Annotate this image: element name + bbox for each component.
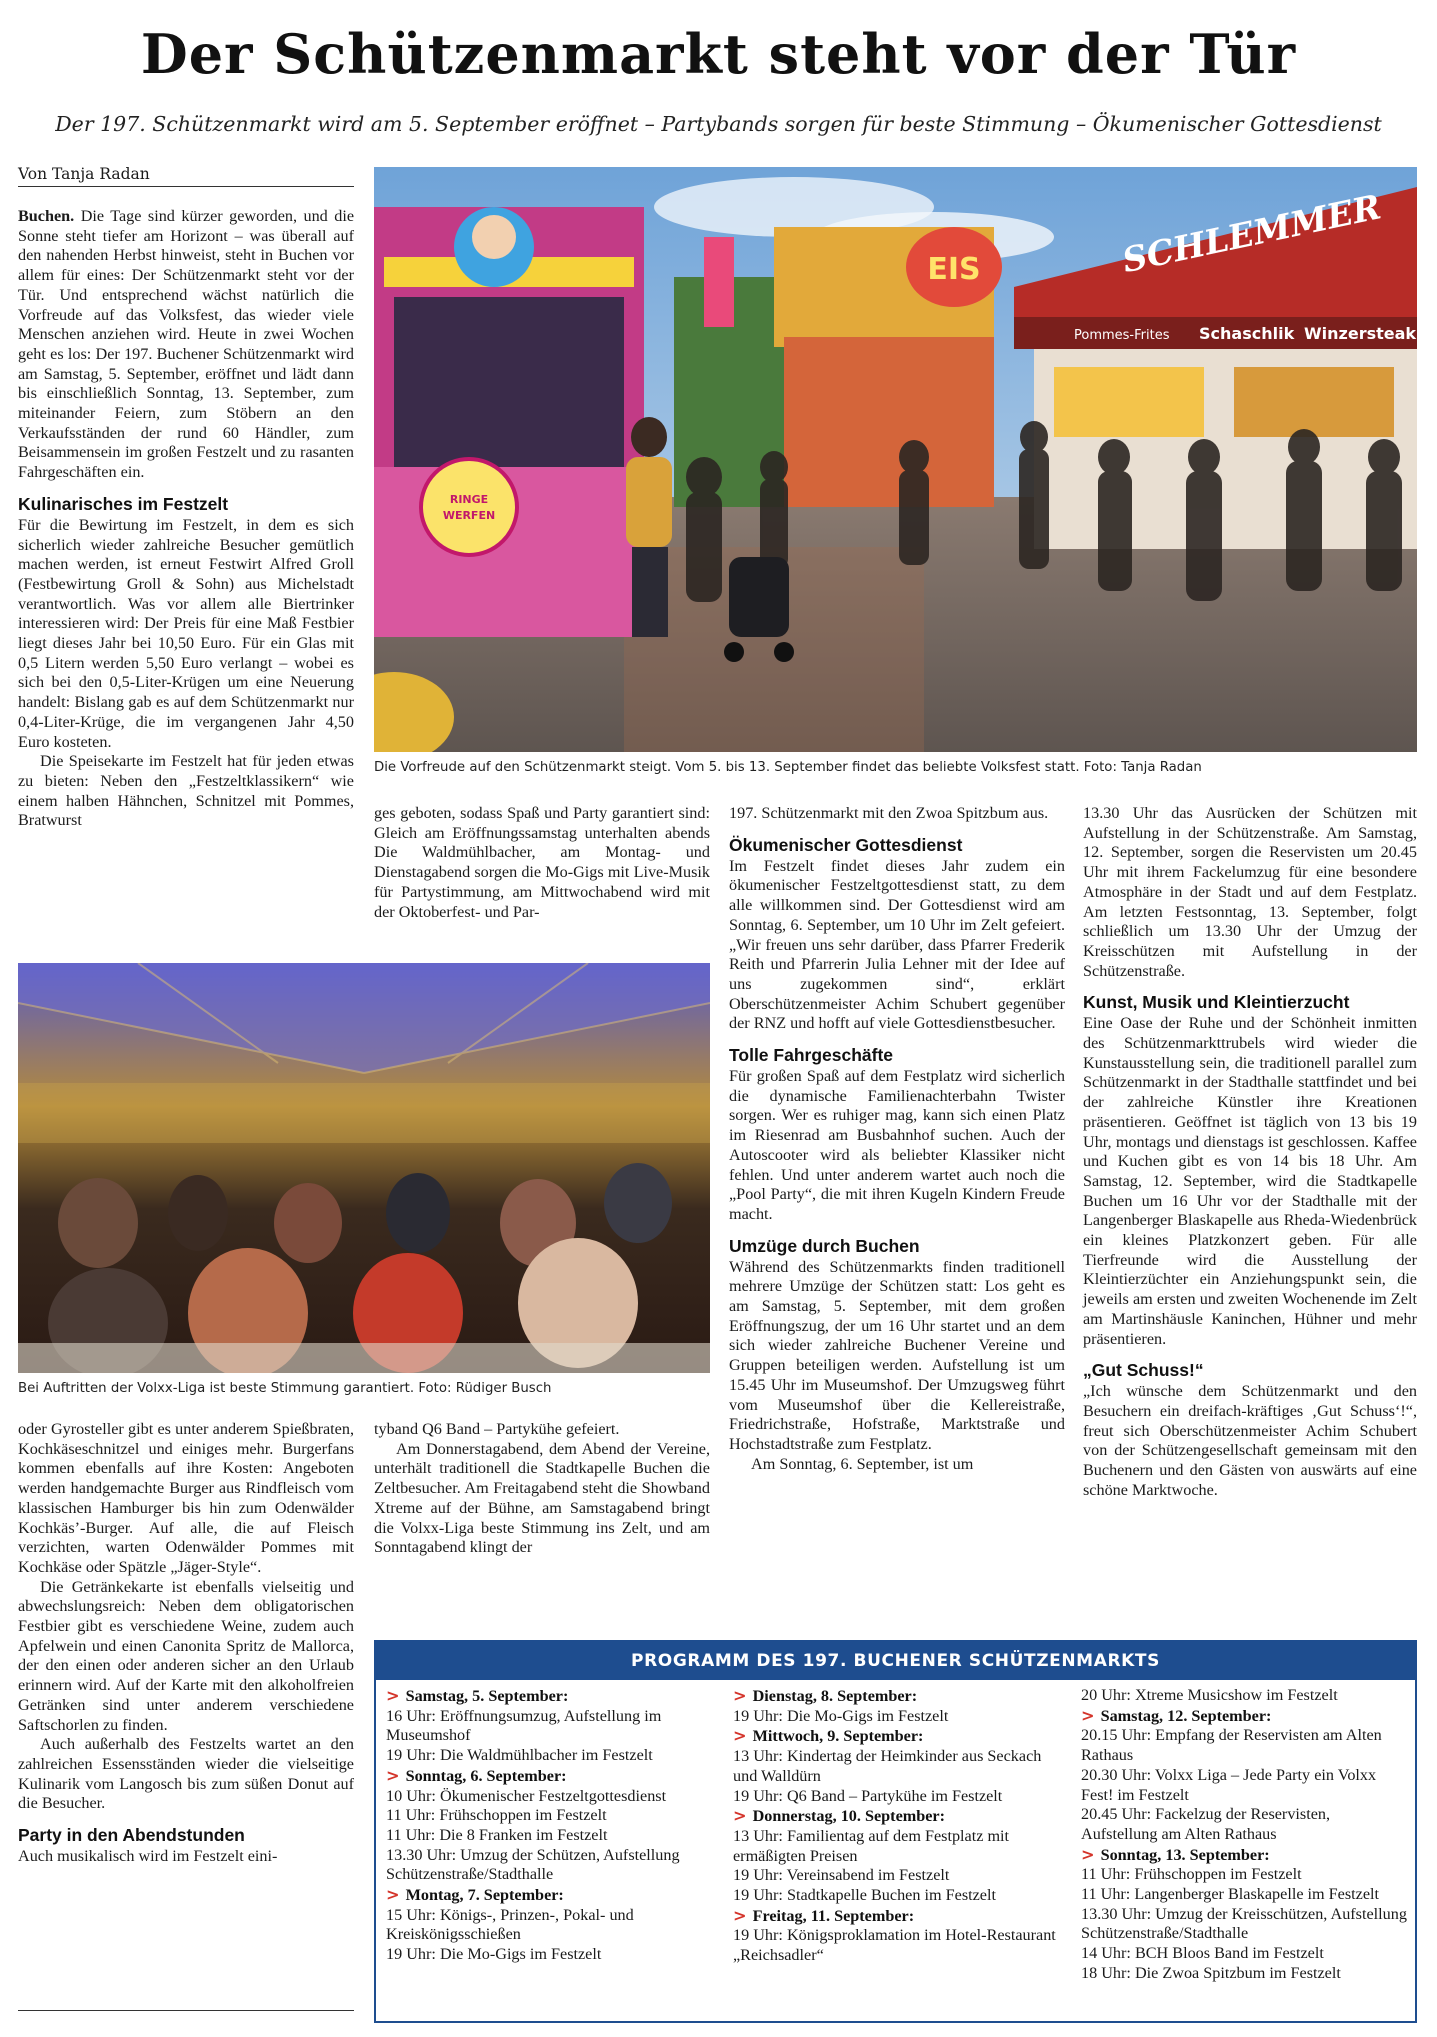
column-end-rule (18, 2010, 354, 2011)
program-day-label: Sonntag, 6. September: (405, 1766, 567, 1785)
program-day-label: Freitag, 11. September: (752, 1906, 915, 1925)
program-column-3 (1081, 1686, 1407, 1984)
program-item: 13 Uhr: Familientag auf dem Festplatz mit ermäßigten Preisen (733, 1826, 1010, 1865)
subheading-gut-schuss: „Gut Schuss!“ (1083, 1360, 1204, 1381)
subheading-kunst: Kunst, Musik und Kleintierzucht (1083, 992, 1350, 1013)
program-title: PROGRAMM DES 197. BUCHENER SCHÜTZENMARKTS (376, 1642, 1415, 1680)
program-day (1081, 1845, 1407, 1866)
program-day (1081, 1706, 1407, 1727)
program-item: 19 Uhr: Königsproklamation im Hotel-Restaurant „Reichsadler“ (733, 1926, 1056, 1965)
svg-text:RINGE: RINGE (449, 493, 489, 506)
subheading-fahrgeschaefte: Tolle Fahrgeschäfte (729, 1045, 894, 1066)
photo-fairground-caption: Die Vorfreude auf den Schützenmarkt steigt. Vom 5. bis 13. September findet das beliebte Volksfest statt. Foto: Tanja Radan (374, 760, 1202, 775)
article-column-2-upper (374, 804, 710, 922)
program-day-label: Samstag, 5. September: (405, 1687, 569, 1705)
program-item: 19 Uhr: Q6 Band – Partykühe im Festzelt (733, 1786, 1003, 1805)
chevron-right-icon: > (733, 1686, 747, 1705)
subheading-kulinarisches: Kulinarisches im Festzelt (18, 493, 229, 514)
photo-credit: Foto: Tanja Radan (1083, 760, 1202, 775)
photo-fairground (374, 167, 1417, 752)
program-item: 11 Uhr: Frühschoppen im Festzelt (1081, 1865, 1302, 1884)
program-day (386, 1686, 712, 1707)
program-item: 19 Uhr: Die Mo-Gigs im Festzelt (733, 1706, 949, 1725)
paragraph-musik: Auch musikalisch wird im Festzelt eini- (18, 1847, 278, 1866)
byline: Von Tanja Radan (18, 165, 354, 187)
program-box (374, 1640, 1417, 2023)
chevron-right-icon: > (386, 1686, 400, 1705)
chevron-right-icon: > (733, 1806, 747, 1826)
tent-illustration (18, 963, 710, 1373)
paragraph-q6: tyband Q6 Band – Partykühe gefeiert. (374, 1420, 620, 1438)
program-day-label: Dienstag, 8. September: (752, 1687, 918, 1705)
article-column-1 (18, 207, 354, 831)
program-item: 20.45 Uhr: Fackelzug der Reservisten, Aufstellung am Alten Rathaus (1081, 1805, 1331, 1843)
program-item: 15 Uhr: Königs-, Prinzen-, Pokal- und Kreiskönigsschießen (386, 1905, 634, 1944)
subheading-gottesdienst: Ökumenischer Gottesdienst (729, 834, 963, 855)
sign-eis (906, 227, 1002, 307)
chevron-right-icon: > (1081, 1844, 1095, 1864)
paragraph-sonntag: Am Sonntag, 6. September, ist um (751, 1454, 974, 1473)
paragraph-getraenke: Die Getränkekarte ist ebenfalls vielseitig und abwechslungsreich: Neben dem obligatorischen Festbier gibt es verschiedene Weine, zudem auch Apfelwein und einen Canonita Spritz de Mallorca, der den einen oder anderen sicher an den Urlaub erinnern wird. Auf der Karte mit den alkoholfreien Getränken sind unter anderem verschiedene Saftschorlen zu finden. (18, 1577, 354, 1734)
fairground-illustration (374, 167, 1417, 752)
article-column-2-lower (374, 1420, 710, 1558)
program-item: 20.30 Uhr: Volxx Liga – Jede Party ein Volxx Fest! im Festzelt (1081, 1765, 1377, 1804)
program-day (733, 1806, 1059, 1827)
photo-credit: Foto: Rüdiger Busch (418, 1381, 552, 1396)
program-day (386, 1885, 712, 1906)
program-item: 20 Uhr: Xtreme Musicshow im Festzelt (1081, 1686, 1338, 1704)
paragraph-gyros: oder Gyrosteller gibt es unter anderem Spießbraten, Kochkäseschnitzel und einiges mehr. Burgerfans kommen ebenfalls auf ihre Kosten: Angeboten werden handgemachte Burger aus Rindfleisch vom klassischen Hamburger bis hin zum Odenwälder Kochkäs’-Burger. Auf alle, die auf Fleisch verzichten, warten Odenwälder Pommes mit Kochkäse oder Spätzle „Jäger-Style“. (18, 1420, 354, 1576)
program-item: 11 Uhr: Die 8 Franken im Festzelt (386, 1825, 608, 1844)
paragraph-kunst: Eine Oase der Ruhe und der Schönheit inmitten des Schützenmarkttrubels wird wieder die Kunstausstellung sein, die traditionell parallel zum Schützenmarkt in der Stadthalle stattfindet und bei der zahlreiche Künstler ihre Kreationen präsentieren. Geöffnet ist täglich von 13 bis 19 Uhr, montags und dienstags ist geschlossen. Kaffee und Kuchen gibt es von 14 bis 18 Uhr. Am Samstag, 12. September, wird die Stadtkapelle Buchen um 16 Uhr vor der Stadthalle mit der Langenberger Blaskapelle aus Rheda-Wiedenbrück ein kleines Platzkonzert geben. Für alle Tierfreunde wird die Ausstellung der Kleintierzüchter ein Anziehungspunkt sein, die jeweils am ersten und zweiten Wochenende im Zelt am Martinshäusle Kaninchen, Hühner und mehr präsentieren. (1083, 1014, 1417, 1348)
chevron-right-icon: > (733, 1905, 747, 1925)
program-column-2 (733, 1686, 1059, 1966)
paragraph-essensstaende: Auch außerhalb des Festzelts wartet an den zahlreichen Essensständen wieder die vielseitige Kulinarik vom Langosch bis zum süßen Donut auf die Besucher. (18, 1735, 354, 1813)
paragraph-donnerstag: Am Donnerstagabend, dem Abend der Vereine, unterhält traditionell die Stadtkapelle Buchen die Zeltbesucher. Am Freitagabend steht die Showband Xtreme auf der Bühne, am Samstagabend bringt die Volxx-Liga beste Stimmung ins Zelt, und am Sonntagabend klingt der (374, 1439, 710, 1557)
subheadline: Der 197. Schützenmarkt wird am 5. September eröffnet – Partybands sorgen für beste Stimmung – Ökumenischer Gottesdienst (55, 112, 1382, 136)
program-day (733, 1726, 1059, 1747)
program-item: 13.30 Uhr: Umzug der Kreisschützen, Aufstellung Schützenstraße/Stadthalle (1081, 1904, 1407, 1943)
article-column-3 (729, 804, 1065, 1474)
article-column-1-lower (18, 1420, 354, 1867)
paragraph-fahrgeschaefte: Für großen Spaß auf dem Festplatz wird sicherlich die dynamische Familienachterbahn Twister sorgen. Wer es ruhiger mag, kann sich einen Platz im Riesenrad am Busbahnhof suchen. Auch der Autoscooter wird als beliebter Klassiker nicht fehlen. Und unter anderem wartet auch noch die „Pool Party“, die mit ihren Kugeln Kindern Freude macht. (729, 1067, 1065, 1223)
program-day-label: Sonntag, 13. September: (1100, 1845, 1270, 1864)
program-item: 13.30 Uhr: Umzug der Schützen, Aufstellung Schützenstraße/Stadthalle (386, 1845, 680, 1884)
program-day-label: Donnerstag, 10. September: (752, 1807, 946, 1826)
chevron-right-icon: > (1081, 1705, 1095, 1725)
chevron-right-icon: > (386, 1885, 400, 1905)
program-item: 11 Uhr: Frühschoppen im Festzelt (386, 1806, 607, 1825)
program-day-label: Mittwoch, 9. September: (752, 1727, 924, 1746)
photo-tent-caption: Bei Auftritten der Volxx-Liga ist beste Stimmung garantiert. Foto: Rüdiger Busch (18, 1381, 552, 1396)
program-item: 19 Uhr: Die Waldmühlbacher im Festzelt (386, 1746, 653, 1765)
paragraph-gut-schuss: „Ich wünsche dem Schützenmarkt und den Besuchern ein dreifach-kräftiges ‚Gut Schuss‘!“, freut sich Oberschützenmeister Achim Schubert von der Schützengesellschaft gemeinsam mit den Buchenern und den Gästen von auswärts auf eine schöne Marktwoche. (1083, 1382, 1417, 1499)
sign-pommes: Pommes-Frites (1074, 328, 1170, 343)
sign-winzersteak: Winzersteak (1304, 324, 1417, 343)
program-day-label: Samstag, 12. September: (1100, 1706, 1272, 1725)
subheading-umzuege: Umzüge durch Buchen (729, 1235, 920, 1256)
dateline: Buchen. (18, 207, 75, 225)
program-item: 10 Uhr: Ökumenischer Festzeltgottesdienst (386, 1786, 667, 1805)
program-item: 19 Uhr: Vereinsabend im Festzelt (733, 1866, 950, 1885)
program-item: 16 Uhr: Eröffnungsumzug, Aufstellung im Museumshof (386, 1706, 662, 1745)
paragraph-speisekarte: Die Speisekarte im Festzelt hat für jeden etwas zu bieten: Neben den „Festzeltklassikern“ wie einem halben Hähnchen, Schnitzel mit Pommes, Bratwurst (18, 752, 354, 830)
program-day (733, 1686, 1059, 1707)
photo-festival-tent (18, 963, 710, 1373)
svg-text:SCHLEMMER: SCHLEMMER (1118, 187, 1385, 282)
subheading-party: Party in den Abendstunden (18, 1825, 245, 1846)
svg-text:WERFEN: WERFEN (442, 509, 496, 522)
headline: Der Schützenmarkt steht vor der Tür (140, 22, 1297, 86)
article-column-4 (1083, 804, 1417, 1501)
program-item: 14 Uhr: BCH Bloos Band im Festzelt (1081, 1944, 1324, 1963)
program-item: 13 Uhr: Kindertag der Heimkinder aus Seckach und Walldürn (733, 1747, 1042, 1785)
program-column-1 (386, 1686, 712, 1965)
program-item: 19 Uhr: Stadtkapelle Buchen im Festzelt (733, 1886, 996, 1905)
program-item: 20.15 Uhr: Empfang der Reservisten am Alten Rathaus (1081, 1726, 1382, 1765)
program-day-label: Montag, 7. September: (405, 1886, 564, 1905)
program-item: 18 Uhr: Die Zwoa Spitzbum im Festzelt (1081, 1963, 1341, 1982)
chevron-right-icon: > (733, 1726, 747, 1746)
paragraph-intro: Die Tage sind kürzer geworden, und die Sonne steht tiefer am Horizont – was überall auf den nahenden Herbst hinweist, steht in Buchen vor allem für eines: Der Schützenmarkt steht vor der Tür. Und entsprechend wächst natürlich die Vorfreude auf das Volksfest, das wieder viele Menschen anziehen wird. Heute in zwei Wochen geht es los: Der 197. Buchener Schützenmarkt wird am Samstag, 5. September, eröffnet und lädt dann bis einschließlich Sonntag, 13. September, zum miteinander Feiern, zum Stöbern an den Verkaufsständen der rund 60 Händler, zum Beisammensein im großen Festzelt und zu rasanten Fahrgeschäften ein. (18, 207, 355, 482)
program-item: 11 Uhr: Langenberger Blaskapelle im Festzelt (1081, 1885, 1380, 1904)
program-item: 19 Uhr: Die Mo-Gigs im Festzelt (386, 1945, 602, 1964)
sign-schaschlik: Schaschlik (1199, 324, 1295, 343)
program-day (386, 1766, 712, 1787)
paragraph-ausruecken: 13.30 Uhr das Ausrücken der Schützen mit Aufstellung in der Schützenstraße. Am Samstag, 12. September, sorgen die Reservisten um 20.45 Uhr mit ihrem Fackelumzug für eine besondere Atmosphäre in der Stadt und auf dem Festplatz. Am letzten Festsonntag, 13. September, folgt schließlich um 13.30 Uhr der Umzug der Kreisschützen mit Aufstellung in der Schützenstraße. (1083, 804, 1417, 980)
sign-eis-text: EIS (927, 252, 981, 287)
chevron-right-icon: > (386, 1765, 400, 1785)
paragraph-umzuege: Während des Schützenmarkts finden traditionell mehrere Umzüge der Schützen statt: Los geht es am Samstag, 5. September, mit dem großen Eröffnungszug, der um 16 Uhr startet und an dem sich wieder zahlreiche Buchener Vereine und Gruppen beteiligen werden. Aufstellung ist um 15.45 Uhr im Museumshof. Der Umzugsweg führt vom Museumshof über die Kellereistraße, Friedrichstraße, Hofstraße, Marktstraße und Hochstadtstraße zum Festplatz. (729, 1257, 1065, 1453)
paragraph-spitzbum: 197. Schützenmarkt mit den Zwoa Spitzbum aus. (729, 804, 1049, 822)
paragraph-bewirtung: Für die Bewirtung im Festzelt, in dem es sich sicherlich wieder zahlreiche Besucher gemütlich machen werden, ist erneut Festwirt Alfred Groll (Festbewirtung Groll & Sohn) aus Michelstadt verantwortlich. Was vor allem alle Biertrinker interessieren wird: Der Preis für eine Maß Festbier liegt dieses Jahr bei 10,50 Euro. Für ein Glas mit 0,5 Litern werden 5,50 Euro verlangt – wobei es sich bei den 0,5-Liter-Krügen um eine Neuerung handelt: Bislang gab es auf dem Schützenmarkt nur 0,4-Liter-Krüge, die im vergangenen Jahr 4,50 Euro kosteten. (18, 515, 354, 751)
paragraph-party: ges geboten, sodass Spaß und Party garantiert sind: Gleich am Eröffnungssamstag unterhalten abends Die Waldmühlbacher, am Montag- und Dienstagabend sorgen die Mo-Gigs mit Live-Musik für Partystimmung, am Mittwochabend wird mit der Oktoberfest- und Par- (374, 804, 710, 921)
sign-ringe-werfen (421, 459, 517, 555)
paragraph-gottesdienst: Im Festzelt findet dieses Jahr zudem ein ökumenischer Festzeltgottesdienst statt, zu dem alle willkommen sind. Der Gottesdienst wird am Sonntag, 6. September, um 10 Uhr im Zelt gefeiert. „Wir freuen uns sehr darüber, dass Pfarrer Frederik Reith und Pfarrerin Julia Lehner mit der Idee auf uns zugekommen sind“, erklärt Oberschützenmeister Achim Schubert gegenüber der RNZ und hofft auf viele Gottesdienstbesucher. (729, 856, 1065, 1033)
program-day (733, 1906, 1059, 1927)
